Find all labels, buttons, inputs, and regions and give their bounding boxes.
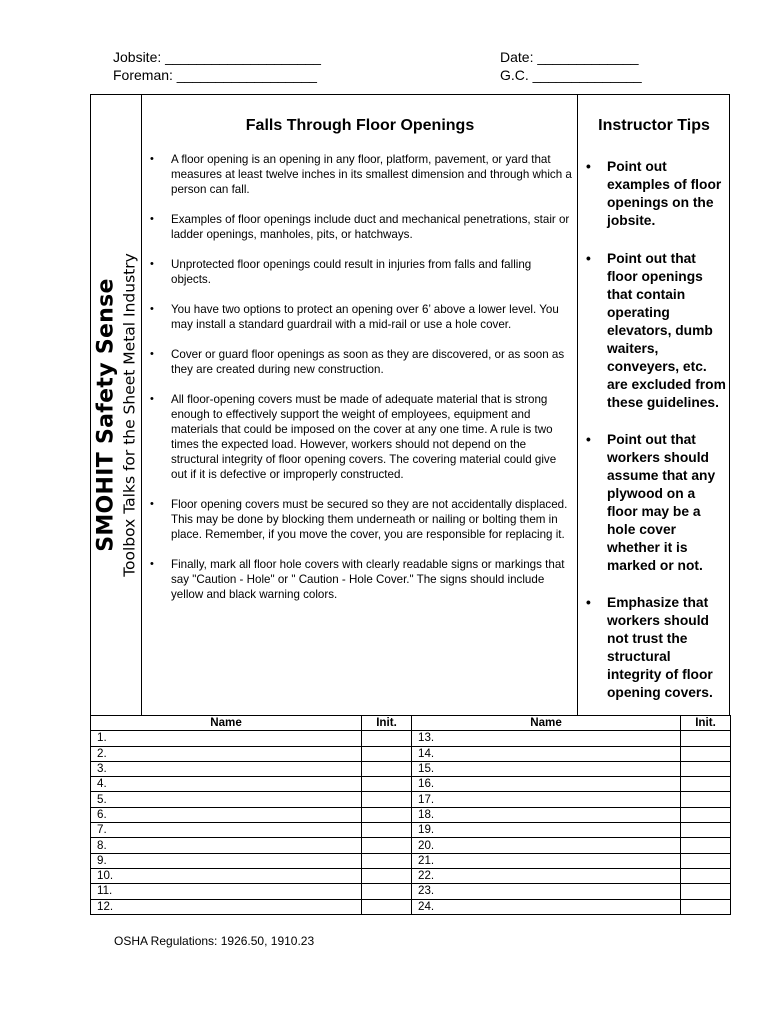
init-cell[interactable] bbox=[362, 807, 412, 822]
table-row bbox=[91, 823, 731, 838]
tip-item: • Point out that floor openings that contain operating elevators, dumb waiters, conveyers, etc. are excluded from these guidelines. bbox=[586, 250, 728, 412]
init-cell[interactable] bbox=[681, 761, 731, 776]
table-row bbox=[91, 777, 731, 792]
table-row bbox=[91, 884, 731, 899]
init-cell[interactable] bbox=[362, 884, 412, 899]
init-cell[interactable] bbox=[362, 731, 412, 746]
name-cell[interactable]: 22. bbox=[412, 868, 681, 883]
init-cell[interactable] bbox=[362, 853, 412, 868]
init-cell[interactable] bbox=[362, 838, 412, 853]
main-bullet: • Examples of floor openings include duct and mechanical penetrations, stair or ladder openings, manholes, pits, or hatchways. bbox=[150, 212, 574, 242]
init-cell[interactable] bbox=[681, 792, 731, 807]
header-left bbox=[113, 48, 321, 84]
main-bullet: • Floor opening covers must be secured so they are not accidentally displaced. This may be done by blocking them underneath or nailing or bolting them in place. Remember, if you move the cover, you are responsible for replacing it. bbox=[150, 497, 574, 542]
table-row bbox=[91, 746, 731, 761]
foreman-field[interactable]: Foreman: __________________ bbox=[113, 67, 317, 83]
name-cell[interactable]: 10. bbox=[91, 868, 362, 883]
main-bullet: • Cover or guard floor openings as soon as they are discovered, or as soon as they are created during new construction. bbox=[150, 347, 574, 377]
name-column-header: Name bbox=[91, 716, 362, 731]
table-row bbox=[91, 731, 731, 746]
instructor-tips-column bbox=[577, 95, 729, 715]
gc-field[interactable]: G.C. ______________ bbox=[500, 67, 642, 83]
main-bullet: • You have two options to protect an opening over 6’ above a lower level. You may install a standard guardrail with a mid-rail or use a hole cover. bbox=[150, 302, 574, 332]
name-cell[interactable]: 1. bbox=[91, 731, 362, 746]
main-bullet: • All floor-opening covers must be made of adequate material that is strong enough to effectively support the weight of employees, equipment and materials that could be imposed on the cover at any one time. A rule is two times the expected load. However, workers should not depend on the structural integrity of floor opening covers. The covering material could give out if it is defective or improperly constructed. bbox=[150, 392, 574, 482]
name-cell[interactable]: 18. bbox=[412, 807, 681, 822]
init-cell[interactable] bbox=[681, 731, 731, 746]
name-cell[interactable]: 24. bbox=[412, 899, 681, 914]
name-cell[interactable]: 8. bbox=[91, 838, 362, 853]
name-cell[interactable]: 17. bbox=[412, 792, 681, 807]
name-cell[interactable]: 16. bbox=[412, 777, 681, 792]
init-cell[interactable] bbox=[681, 807, 731, 822]
name-cell[interactable]: 11. bbox=[91, 884, 362, 899]
table-row bbox=[91, 807, 731, 822]
sidebar-title: SMOHIT Safety Sense bbox=[93, 278, 119, 552]
init-cell[interactable] bbox=[681, 899, 731, 914]
sidebar-column bbox=[91, 95, 142, 715]
init-cell[interactable] bbox=[362, 868, 412, 883]
main-bullet: • Finally, mark all floor hole covers with clearly readable signs or markings that say "Caution - Hole" or " Caution - Hole Cover." The signs should include yellow and black warning colors. bbox=[150, 557, 574, 602]
name-cell[interactable]: 20. bbox=[412, 838, 681, 853]
jobsite-field[interactable]: Jobsite: ____________________ bbox=[113, 49, 321, 65]
date-field[interactable]: Date: _____________ bbox=[500, 49, 639, 65]
init-column-header: Init. bbox=[681, 716, 731, 731]
name-cell[interactable]: 3. bbox=[91, 761, 362, 776]
name-cell[interactable]: 12. bbox=[91, 899, 362, 914]
init-cell[interactable] bbox=[362, 899, 412, 914]
main-title: Falls Through Floor Openings bbox=[245, 117, 475, 134]
table-row bbox=[91, 899, 731, 914]
table-row bbox=[91, 868, 731, 883]
name-cell[interactable]: 19. bbox=[412, 823, 681, 838]
sidebar-subtitle: Toolbox Talks for the Sheet Metal Industry bbox=[120, 253, 139, 577]
name-cell[interactable]: 7. bbox=[91, 823, 362, 838]
init-cell[interactable] bbox=[681, 884, 731, 899]
name-cell[interactable]: 15. bbox=[412, 761, 681, 776]
init-cell[interactable] bbox=[681, 838, 731, 853]
name-cell[interactable]: 9. bbox=[91, 853, 362, 868]
name-column-header: Name bbox=[412, 716, 681, 731]
init-cell[interactable] bbox=[362, 746, 412, 761]
tips-list bbox=[586, 158, 728, 702]
init-cell[interactable] bbox=[362, 761, 412, 776]
osha-regulations: OSHA Regulations: 1926.50, 1910.23 bbox=[114, 934, 315, 948]
init-cell[interactable] bbox=[362, 792, 412, 807]
init-cell[interactable] bbox=[681, 777, 731, 792]
name-cell[interactable]: 2. bbox=[91, 746, 362, 761]
name-cell[interactable]: 21. bbox=[412, 853, 681, 868]
init-cell[interactable] bbox=[681, 868, 731, 883]
table-row bbox=[91, 853, 731, 868]
init-cell[interactable] bbox=[681, 853, 731, 868]
init-cell[interactable] bbox=[362, 823, 412, 838]
name-cell[interactable]: 6. bbox=[91, 807, 362, 822]
sign-in-header-row bbox=[91, 716, 731, 731]
sign-in-rows bbox=[91, 731, 731, 915]
main-bullet: • Unprotected floor openings could result in injuries from falls and falling objects. bbox=[150, 257, 574, 287]
table-row bbox=[91, 792, 731, 807]
init-cell[interactable] bbox=[362, 777, 412, 792]
name-cell[interactable]: 4. bbox=[91, 777, 362, 792]
table-row bbox=[91, 838, 731, 853]
tip-item: • Point out examples of floor openings on the jobsite. bbox=[586, 158, 728, 230]
sign-in-table bbox=[90, 715, 731, 915]
name-cell[interactable]: 5. bbox=[91, 792, 362, 807]
header-right bbox=[500, 48, 642, 84]
init-column-header: Init. bbox=[362, 716, 412, 731]
table-row bbox=[91, 761, 731, 776]
name-cell[interactable]: 14. bbox=[412, 746, 681, 761]
tips-title: Instructor Tips bbox=[598, 117, 710, 134]
main-bullet-list bbox=[150, 152, 574, 602]
init-cell[interactable] bbox=[681, 746, 731, 761]
main-bullet: • A floor opening is an opening in any floor, platform, pavement, or yard that measures at least twelve inches in its smallest dimension and through which a person can fall. bbox=[150, 152, 574, 197]
content-box bbox=[90, 94, 730, 716]
init-cell[interactable] bbox=[681, 823, 731, 838]
vertical-title bbox=[94, 143, 140, 688]
name-cell[interactable]: 23. bbox=[412, 884, 681, 899]
name-cell[interactable]: 13. bbox=[412, 731, 681, 746]
tip-item: • Point out that workers should assume that any plywood on a floor may be a hole cover whether it is marked or not. bbox=[586, 431, 728, 575]
tip-item: • Emphasize that workers should not trust the structural integrity of floor opening covers. bbox=[586, 594, 728, 702]
